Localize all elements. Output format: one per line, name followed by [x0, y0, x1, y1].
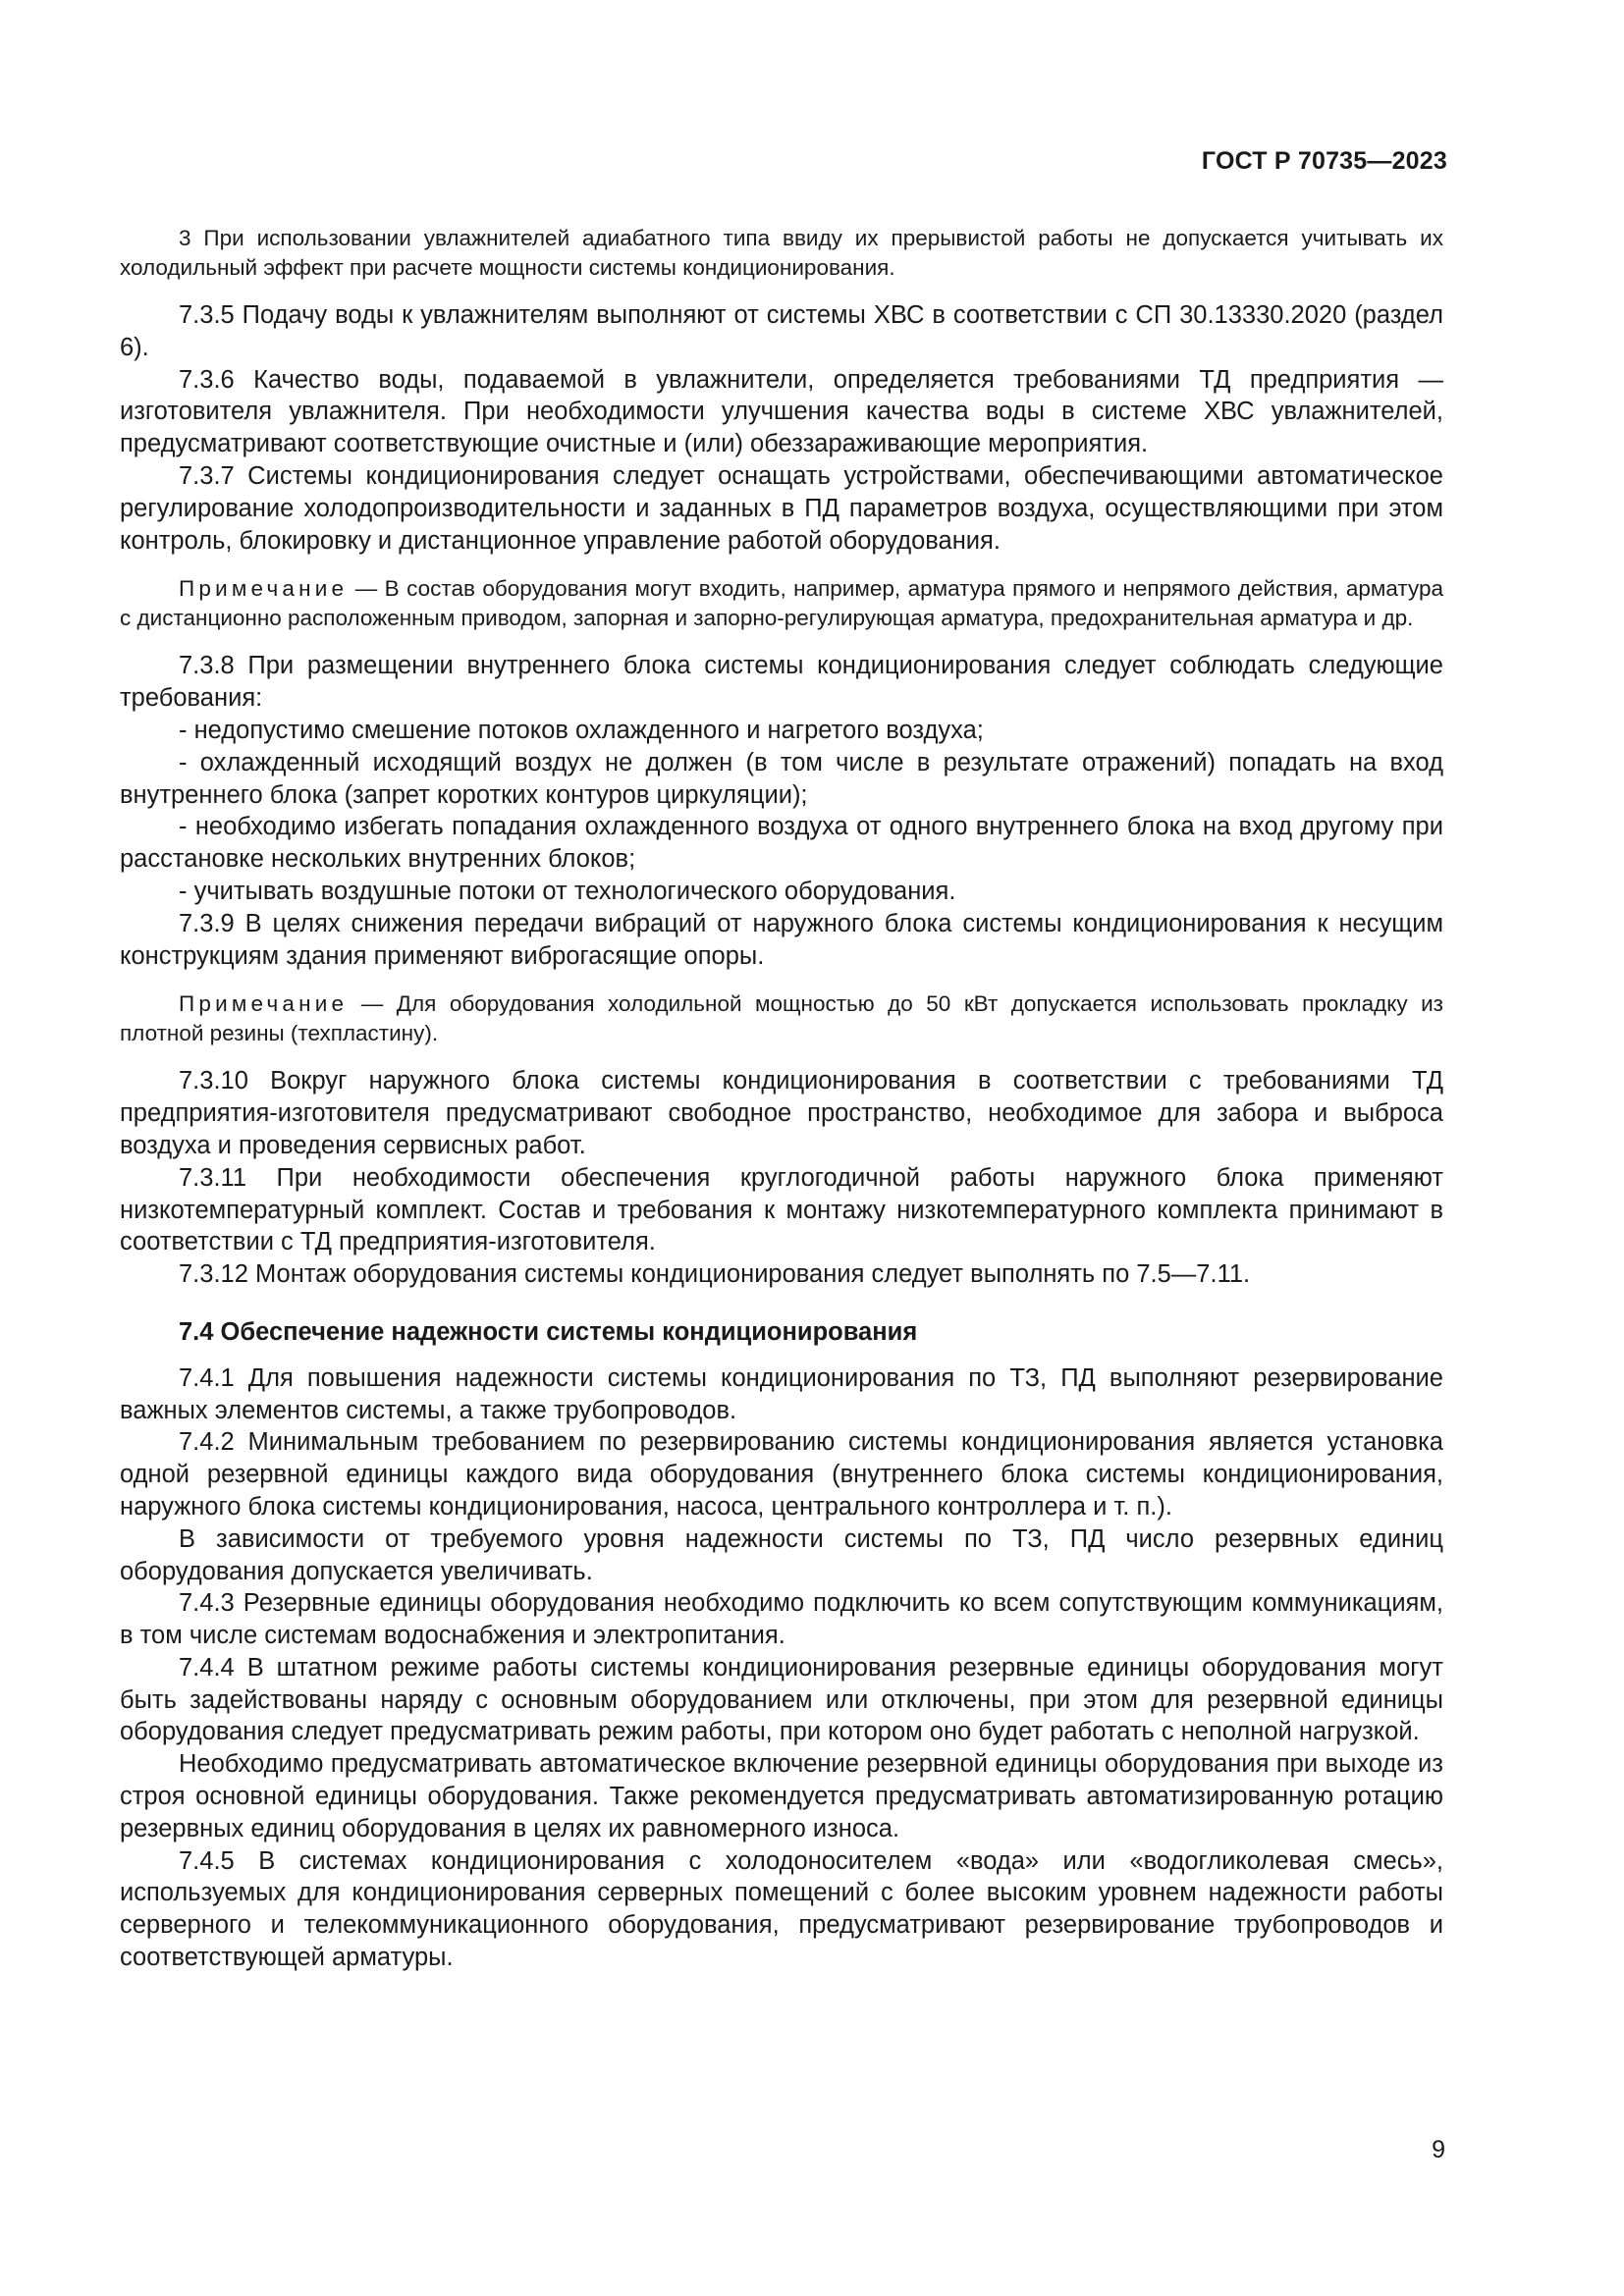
- note-text: — Для оборудования холодильной мощностью до 50 кВт допускается использовать прокладку из плотной резины (техпластину).: [120, 991, 1443, 1045]
- list-item: - охлажденный исходящий воздух не должен (в том числе в результате отражений) попадать на вход внутреннего блока (запрет коротких контуров циркуляции);: [120, 748, 1443, 809]
- note-3: 3 При использовании увлажнителей адиабатного типа ввиду их прерывистой работы не допускается учитывать их холодильный эффект при расчете мощности системы кондиционирования.: [120, 226, 1443, 280]
- note-7-3-9: [120, 989, 1443, 1047]
- clause-7-3-12: 7.3.12 Монтаж оборудования системы кондиционирования следует выполнять по 7.5—7.11.: [179, 1260, 1251, 1289]
- note-7-3-7: [120, 574, 1443, 632]
- list-item: - учитывать воздушные потоки от технологического оборудования.: [179, 877, 956, 905]
- clause-7-3-11: 7.3.11 При необходимости обеспечения круглогодичной работы наружного блока применяют низкотемпературный комплект. Состав и требования к монтажу низкотемпературного комплекта принимают в соответствии с ТД предприятия-изготовителя.: [120, 1163, 1443, 1256]
- list-item: - необходимо избегать попадания охлажденного воздуха от одного внутреннего блока на вход другому при расстановке нескольких внутренних блоков;: [120, 813, 1443, 874]
- clause-7-4-2-cont: В зависимости от требуемого уровня надежности системы по ТЗ, ПД число резервных единиц оборудования допускается увеличивать.: [120, 1524, 1443, 1585]
- clause-7-3-10: 7.3.10 Вокруг наружного блока системы кондиционирования в соответствии с требованиями ТД предприятия-изготовителя предусматривают свободное пространство, необходимое для забора и выброса воздуха и проведения сервисных работ.: [120, 1067, 1443, 1159]
- section-heading-7-4: 7.4 Обеспечение надежности системы кондиционирования: [179, 1317, 918, 1346]
- clause-7-3-6: 7.3.6 Качество воды, подаваемой в увлажнители, определяется требованиями ТД предприятия — изготовителя увлажнителя. При необходимости улучшения качества воды в системе ХВС увлажнителей, предусматривают соответствующие очистные и (или) обеззараживающие мероприятия.: [120, 365, 1443, 458]
- clause-7-3-9: 7.3.9 В целях снижения передачи вибраций от наружного блока системы кондиционирования к несущим конструкциям здания применяют виброгасящие опоры.: [120, 909, 1443, 970]
- page-content: [120, 224, 1443, 1974]
- clause-7-3-8: 7.3.8 При размещении внутреннего блока системы кондиционирования следует соблюдать следующие требования:: [120, 652, 1443, 713]
- list-item: - недопустимо смешение потоков охлажденного и нагретого воздуха;: [179, 716, 984, 744]
- document-code: ГОСТ Р 70735—2023: [1201, 147, 1447, 175]
- clause-7-4-4-cont: Необходимо предусматривать автоматическое включение резервной единицы оборудования при выходе из строя основной единицы оборудования. Также рекомендуется предусматривать автоматизированную ротацию резервных единиц оборудования в целях их равномерного износа.: [120, 1750, 1443, 1842]
- clause-7-4-2: 7.4.2 Минимальным требованием по резервированию системы кондиционирования является установка одной резервной единицы каждого вида оборудования (внутреннего блока системы кондиционирования, наружного блока системы кондиционирования, насоса, центрального контроллера и т. п.).: [120, 1428, 1443, 1521]
- note-label: Примечание: [179, 576, 349, 602]
- clause-7-4-3: 7.4.3 Резервные единицы оборудования необходимо подключить ко всем сопутствующим коммуникациям, в том числе системам водоснабжения и электропитания.: [120, 1589, 1443, 1650]
- page-number: 9: [1432, 2136, 1445, 2163]
- clause-7-3-5: 7.3.5 Подачу воды к увлажнителям выполняют от системы ХВС в соответствии с СП 30.13330.2020 (раздел 6).: [120, 301, 1443, 361]
- clause-7-3-7: 7.3.7 Системы кондиционирования следует оснащать устройствами, обеспечивающими автоматическое регулирование холодопроизводительности и заданных в ПД параметров воздуха, осуществляющими при этом контроль, блокировку и дистанционное управление работой оборудования.: [120, 461, 1443, 555]
- note-label: Примечание: [179, 991, 349, 1017]
- clause-7-4-5: 7.4.5 В системах кондиционирования с холодоносителем «вода» или «водогликолевая смесь», используемых для кондиционирования серверных помещений с более высоким уровнем надежности работы серверного и телекоммуникационного оборудования, предусматривают резервирование трубопроводов и соответствующей арматуры.: [120, 1846, 1443, 1972]
- clause-7-4-4: 7.4.4 В штатном режиме работы системы кондиционирования резервные единицы оборудования могут быть задействованы наряду с основным оборудованием или отключены, при этом для резервной единицы оборудования следует предусматривать режим работы, при котором оно будет работать с неполной нагрузкой.: [120, 1653, 1443, 1746]
- clause-7-4-1: 7.4.1 Для повышения надежности системы кондиционирования по ТЗ, ПД выполняют резервирование важных элементов системы, а также трубопроводов.: [120, 1363, 1443, 1424]
- note-text: — В состав оборудования могут входить, например, арматура прямого и непрямого действия, арматура с дистанционно расположенным приводом, запорная и запорно-регулирующая арматура, предохранительная арматура и др.: [120, 576, 1443, 630]
